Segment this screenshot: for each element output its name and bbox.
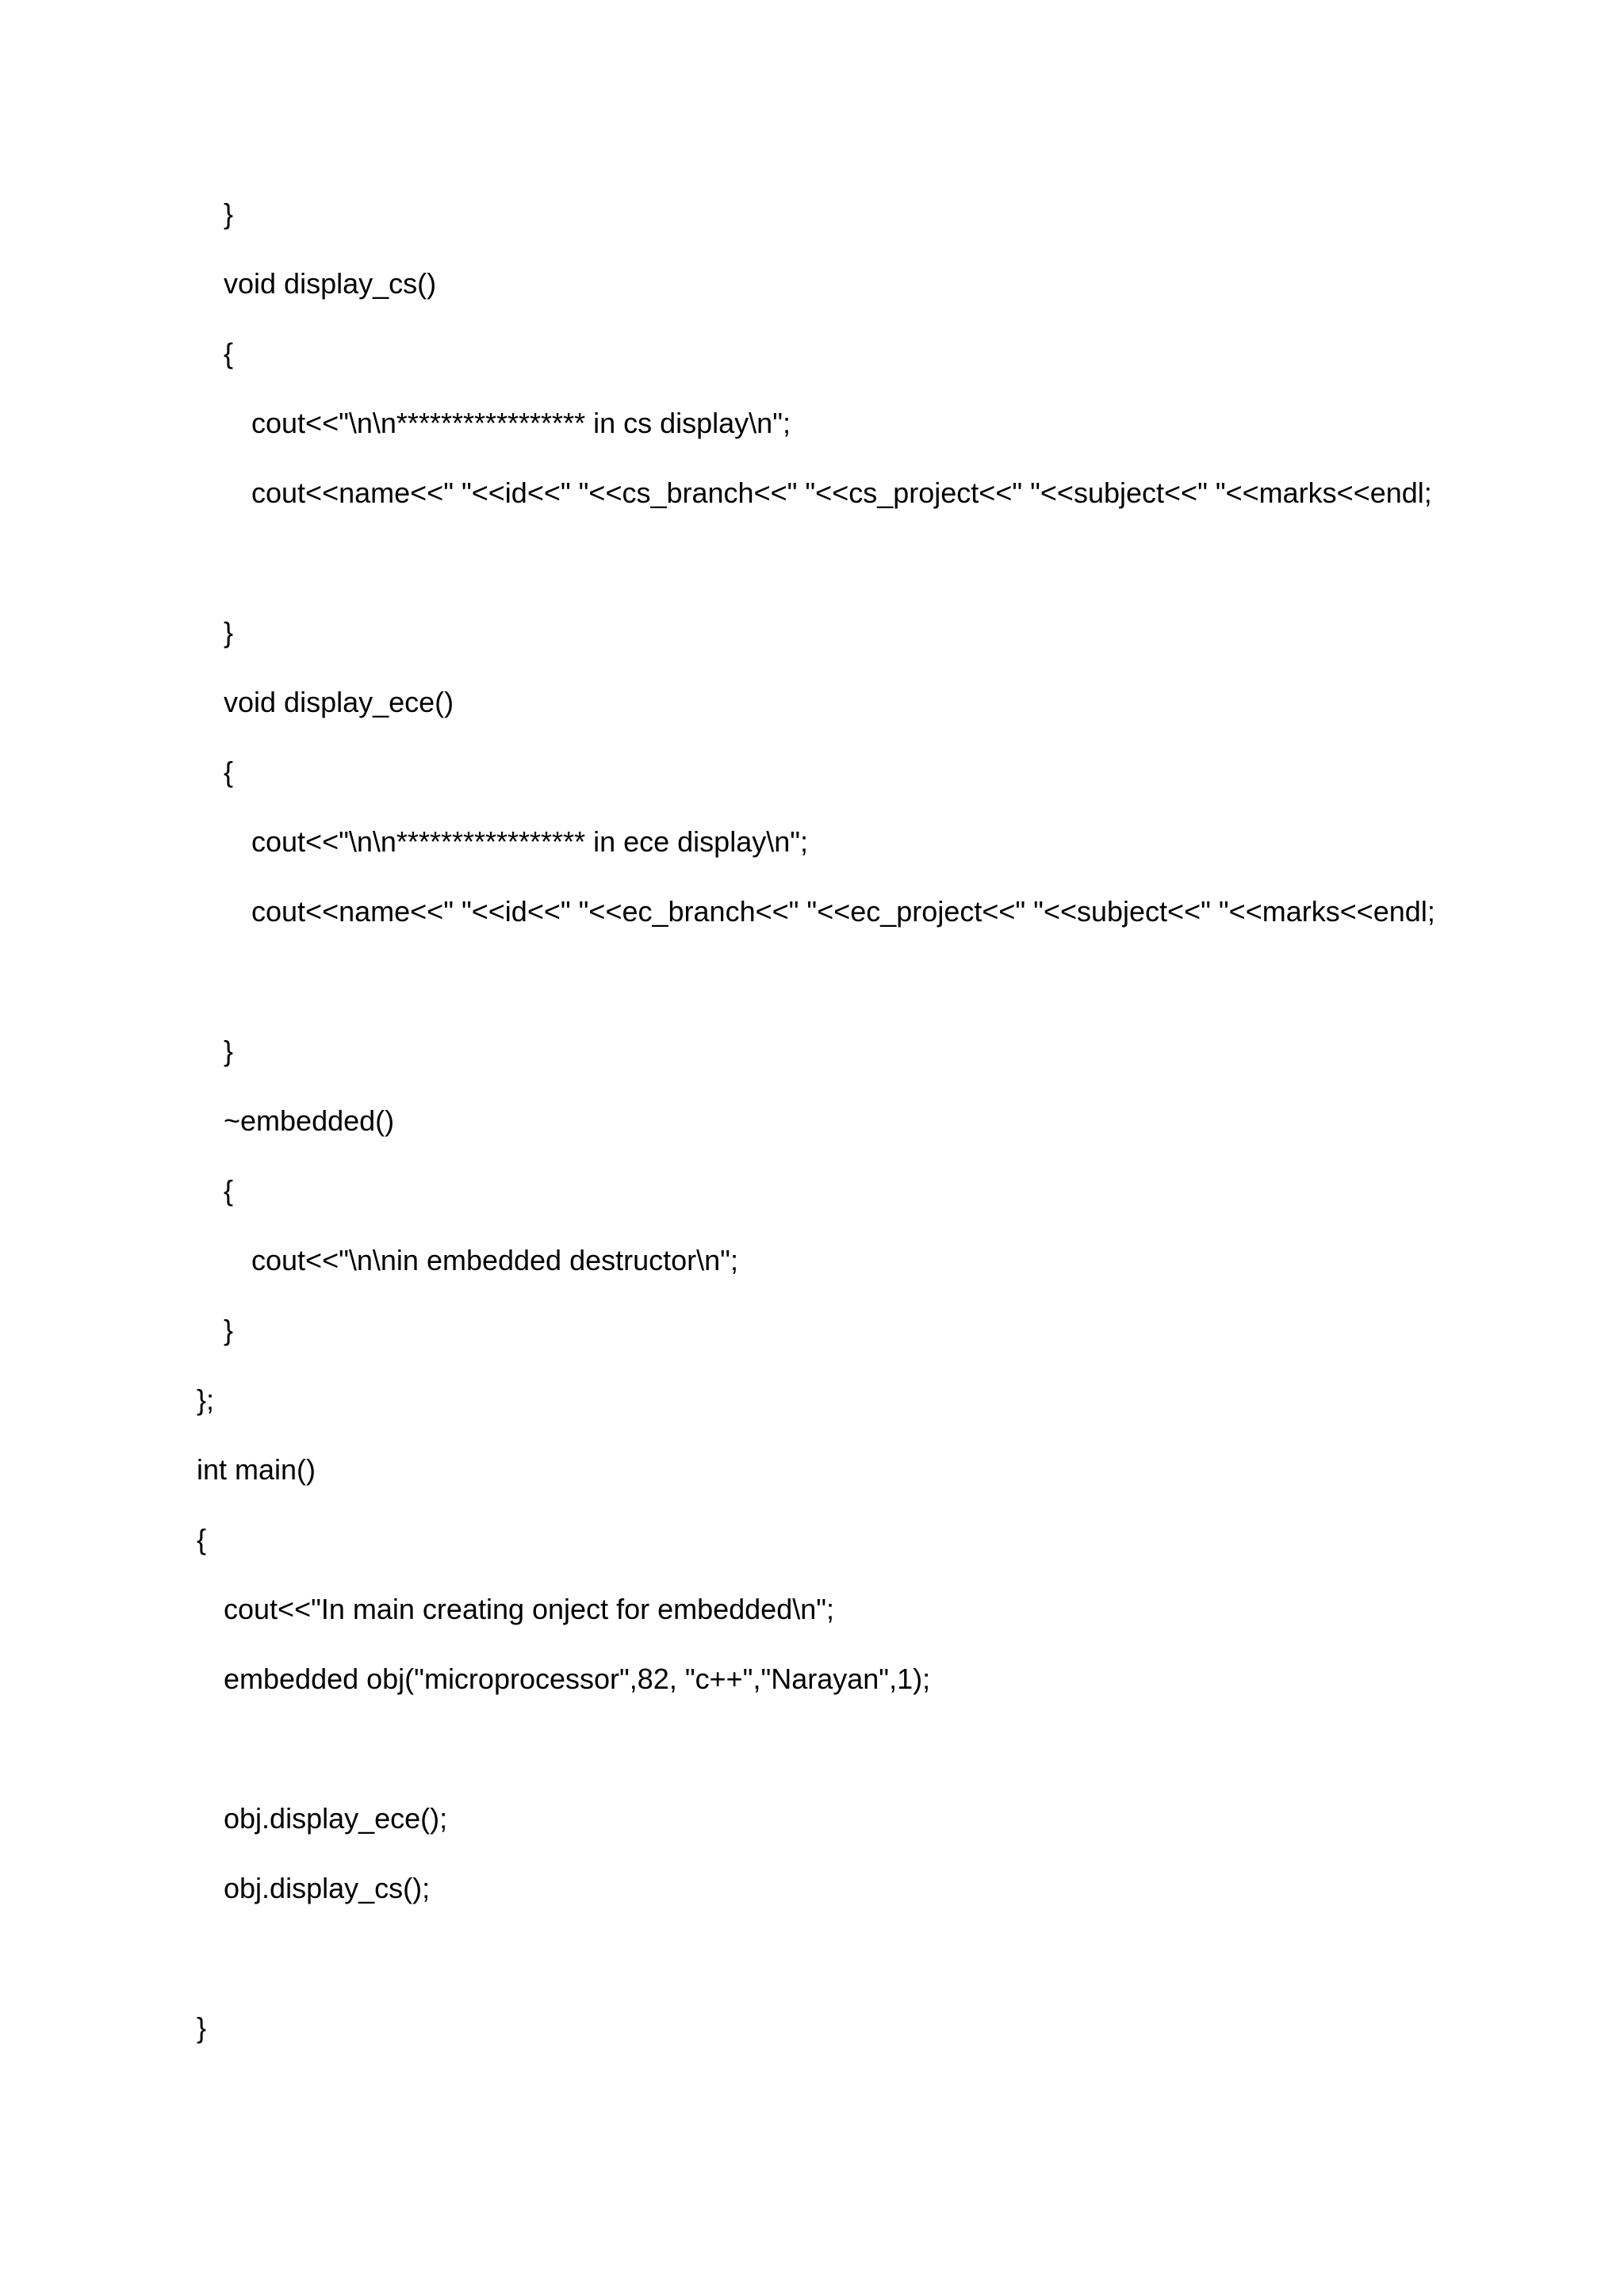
code-line: void display_ece() [224,686,454,718]
code-line: } [224,1035,234,1067]
code-line: embedded obj("microprocessor",82, "c++","Narayan",1); [224,1663,931,1695]
code-line: int main() [197,1453,316,1486]
code-line: cout<<name<<" "<<id<<" "<<ec_branch<<" "<<ec_project<<" "<<subject<<" "<<marks<<endl; [251,895,1435,928]
code-line: obj.display_ece(); [224,1802,448,1835]
code-line: obj.display_cs(); [224,1872,431,1904]
code-line: { [224,337,234,369]
code-line: cout<<"In main creating onject for embedded\n"; [224,1593,835,1625]
code-line: cout<<"\n\n***************** in ece display\n"; [251,825,809,858]
code-line: { [224,756,234,788]
code-line: ~embedded() [224,1104,395,1137]
code-line: } [224,197,234,230]
code-line: { [197,1523,207,1556]
code-line: } [197,2011,207,2044]
code-line: cout<<"\n\nin embedded destructor\n"; [251,1244,738,1276]
code-line: { [224,1174,234,1207]
code-line: cout<<"\n\n***************** in cs display\n"; [251,407,791,439]
code-line: } [224,616,234,649]
code-line: cout<<name<<" "<<id<<" "<<cs_branch<<" "<<cs_project<<" "<<subject<<" "<<marks<<endl; [251,476,1432,509]
code-line: void display_cs() [224,267,437,300]
code-line: } [224,1314,234,1346]
code-line: }; [197,1383,215,1416]
